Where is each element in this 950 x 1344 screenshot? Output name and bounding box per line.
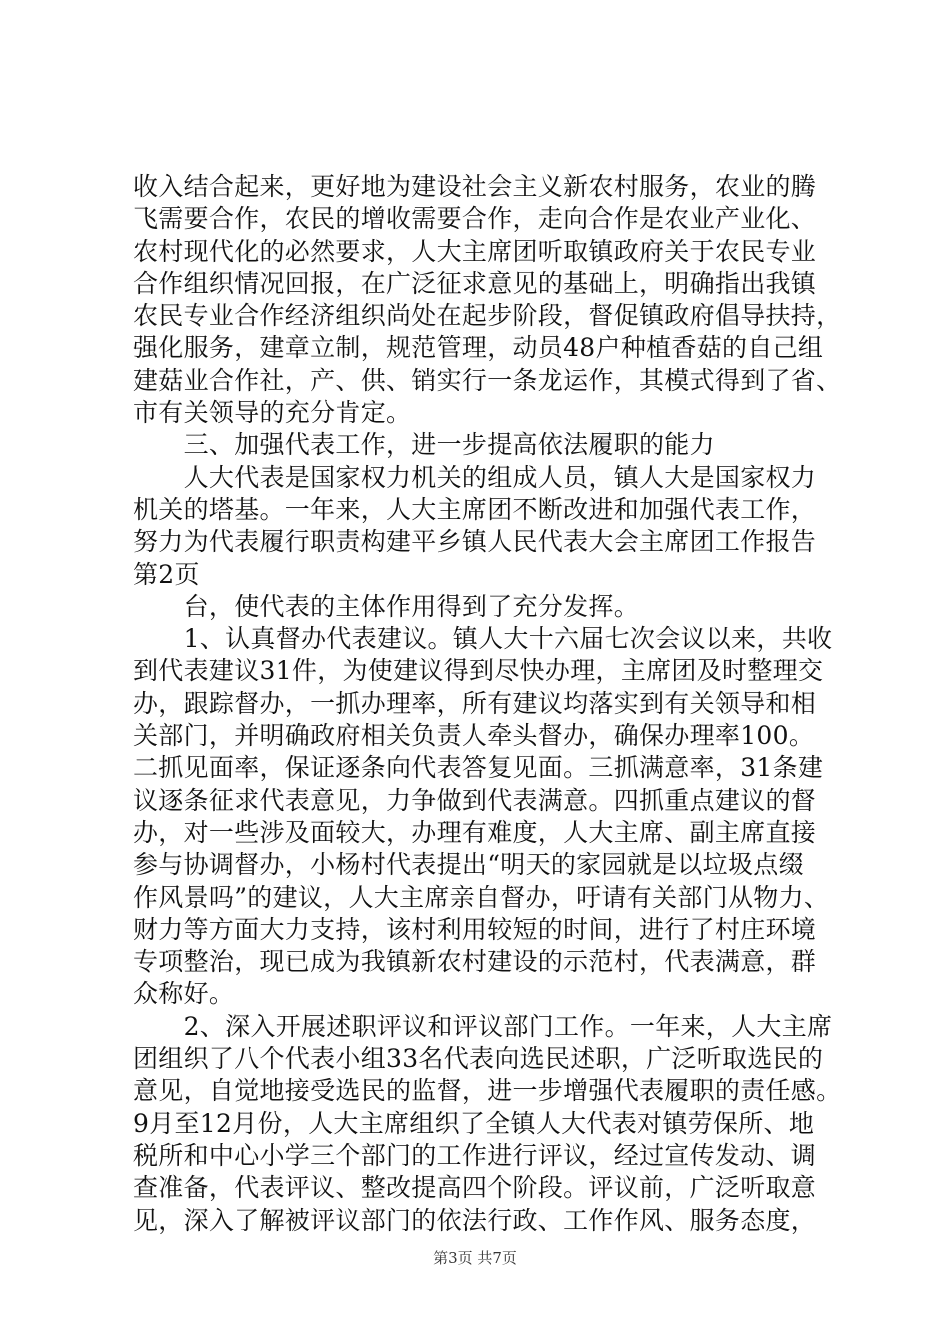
- body-line: 机关的塔基。一年来，人大主席团不断改进和加强代表工作，: [133, 494, 817, 524]
- body-line: 到代表建议31件，为使建议得到尽快办理，主席团及时整理交: [133, 656, 824, 686]
- body-line: 办，跟踪督办，一抓办理率，所有建议均落实到有关领导和相: [133, 688, 817, 718]
- page-footer: 第3页 共7页: [433, 1249, 517, 1267]
- body-line: 努力为代表履行职责构建平乡镇人民代表大会主席团工作报告: [133, 527, 817, 557]
- body-line: 1、认真督办代表建议。镇人大十六届七次会议以来，共收: [133, 624, 833, 654]
- body-line: 二抓见面率，保证逐条向代表答复见面。三抓满意率，31条建: [133, 753, 824, 783]
- body-line: 2、深入开展述职评议和评议部门工作。一年来，人大主席: [133, 1011, 833, 1041]
- body-line: 财力等方面大力支持，该村利用较短的时间，进行了村庄环境: [133, 914, 817, 944]
- body-line: 参与协调督办，小杨村代表提出“明天的家园就是以垃圾点缀: [133, 850, 804, 880]
- body-line: 办，对一些涉及面较大，办理有难度，人大主席、副主席直接: [133, 817, 817, 847]
- body-line: 见，深入了解被评议部门的依法行政、工作作风、服务态度，: [133, 1205, 817, 1235]
- body-line: 作风景吗”的建议，人大主席亲自督办，吁请有关部门从物力、: [133, 882, 830, 912]
- body-line: 专项整治，现已成为我镇新农村建设的示范村，代表满意，群: [133, 947, 817, 977]
- body-line: 议逐条征求代表意见，力争做到代表满意。四抓重点建议的督: [133, 785, 817, 815]
- body-text: [133, 171, 853, 1237]
- body-line: 查准备，代表评议、整改提高四个阶段。评议前，广泛听取意: [133, 1173, 817, 1203]
- body-line: 意见，自觉地接受选民的监督，进一步增强代表履职的责任感。: [133, 1076, 842, 1106]
- body-line: 市有关领导的充分肯定。: [133, 398, 412, 428]
- body-line: 农村现代化的必然要求，人大主席团听取镇政府关于农民专业: [133, 236, 817, 266]
- body-line: 团组织了八个代表小组33名代表向选民述职，广泛听取选民的: [133, 1044, 824, 1074]
- body-line: 合作组织情况回报，在广泛征求意见的基础上，明确指出我镇: [133, 268, 817, 298]
- body-line: 台，使代表的主体作用得到了充分发挥。: [133, 591, 640, 621]
- body-line: 三、加强代表工作，进一步提高依法履职的能力: [133, 430, 715, 460]
- body-line: 税所和中心小学三个部门的工作进行评议，经过宣传发动、调: [133, 1140, 817, 1170]
- body-line: 关部门，并明确政府相关负责人牵头督办，确保办理率100。: [133, 721, 815, 751]
- body-line: 众称好。: [133, 979, 235, 1009]
- body-line: 收入结合起来，更好地为建设社会主义新农村服务，农业的腾: [133, 172, 817, 201]
- body-line: 强化服务，建章立制，规范管理，动员48户种植香菇的自己组: [133, 333, 824, 363]
- body-line: 建菇业合作社，产、供、销实行一条龙运作，其模式得到了省、: [133, 365, 842, 395]
- body-line: 人大代表是国家权力机关的组成人员，镇人大是国家权力: [133, 462, 817, 492]
- body-line: 农民专业合作经济组织尚处在起步阶段，督促镇政府倡导扶持，: [133, 301, 842, 331]
- body-line: 飞需要合作，农民的增收需要合作，走向合作是农业产业化、: [133, 204, 817, 234]
- body-line: 第2页: [133, 559, 200, 589]
- body-line: 9月至12月份，人大主席组织了全镇人大代表对镇劳保所、地: [133, 1108, 815, 1138]
